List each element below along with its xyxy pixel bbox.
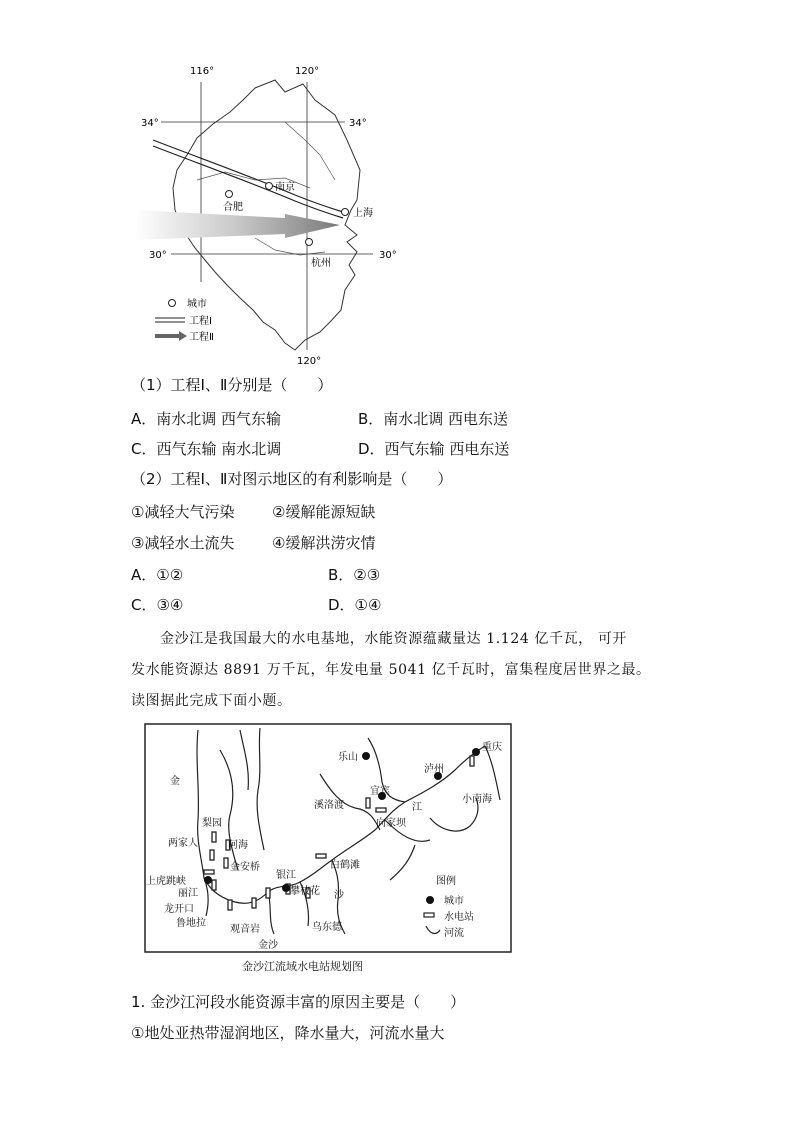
legend-title: 图例: [436, 876, 456, 887]
lat-30-left-label: 30°: [149, 250, 167, 261]
city-lijiang-label: 丽江: [178, 888, 198, 899]
question-2-item-3: ③减轻水土流失: [131, 534, 235, 552]
question-1-option-c[interactable]: C．西气东输 南水北调: [131, 440, 282, 458]
station-longkaikou: [228, 900, 232, 910]
station-baihetan: [316, 854, 326, 858]
question-2-option-a[interactable]: A．①②: [131, 566, 184, 584]
station-xiangjiaba-label: 向家坝: [376, 818, 406, 829]
station-longkaikou-label: 龙开口: [164, 904, 194, 915]
city-nanjing-marker: [266, 183, 273, 190]
station-shanghutiaoxia: [204, 870, 214, 874]
station-xiaonanhai: [470, 756, 474, 766]
station-xiluodu-label: 溪洛渡: [314, 800, 344, 811]
passage-line-2: 发水能资源达 8891 万千瓦，年发电量 5041 亿千瓦时，富集程度居世界之最。: [131, 662, 651, 678]
legend-city-label: 城市: [444, 896, 464, 907]
question-2-item-2: ②缓解能源短缺: [272, 503, 376, 521]
legend-station-label: 水电站: [444, 912, 474, 923]
lat-34-left-label: 34°: [141, 118, 159, 129]
question-2-option-d[interactable]: D．①④: [328, 596, 382, 614]
city-chongqing-label: 重庆: [482, 742, 502, 753]
question-2-item-1: ①减轻大气污染: [131, 503, 235, 521]
lon-116-label: 116°: [190, 66, 215, 77]
station-liyuan-label: 梨园: [202, 818, 222, 829]
city-hangzhou-label: 杭州: [311, 258, 331, 269]
city-hangzhou-marker: [306, 239, 313, 246]
station-jinanqiao-label: 金安桥: [230, 862, 260, 873]
river-label-jiang: 江: [412, 802, 422, 813]
project-1-line: [153, 140, 343, 212]
station-ludila: [252, 898, 256, 908]
question-2-option-c[interactable]: C．③④: [131, 596, 184, 614]
lon-120-bottom-label: 120°: [297, 356, 322, 367]
city-hefei-marker: [226, 191, 233, 198]
legend-project-2-label: 工程Ⅱ: [189, 332, 214, 343]
station-ludila-label: 鲁地拉: [176, 918, 206, 929]
station-liangjiaren-label: 两家人: [168, 838, 198, 849]
river-label-sha: 沙: [334, 890, 344, 901]
city-luzhou-label: 泸州: [424, 764, 444, 775]
legend-city-label: 城市: [187, 299, 207, 310]
station-shanghutiaoxia-label: 上虎跳峡: [146, 876, 186, 887]
station-xiaonanhai-label: 小南海: [462, 794, 492, 805]
river-label-jin: 金: [170, 776, 180, 787]
station-xiluodu: [366, 798, 370, 808]
station-liangjiaren: [210, 850, 214, 860]
question-2-item-4: ④缓解洪涝灾情: [272, 534, 376, 552]
question-3-item-1: ①地处亚热带湿润地区，降水量大，河流水量大: [131, 1024, 445, 1042]
city-panzhihua-marker: [282, 884, 290, 892]
map-jinsha-river-hydropower: [140, 720, 520, 980]
city-shanghai-marker: [342, 209, 349, 216]
station-ahai-label: 阿海: [228, 840, 248, 851]
passage-line-3: 读图据此完成下面小题。: [131, 693, 292, 709]
lon-120-top-label: 120°: [295, 66, 320, 77]
city-nanjing-label: 南京: [275, 182, 295, 193]
question-1-option-b[interactable]: B．南水北调 西电东送: [358, 410, 509, 428]
question-2-option-b[interactable]: B．②③: [328, 566, 381, 584]
city-chongqing-marker: [472, 748, 480, 756]
city-yinjiang-label: 银江: [276, 870, 296, 881]
map-east-china-projects: [135, 60, 405, 370]
station-jinanqiao: [224, 858, 228, 868]
station-xiangjiaba: [376, 808, 386, 812]
question-1-stem: （1）工程Ⅰ、Ⅱ分别是（ ）: [131, 376, 333, 394]
question-2-stem: （2）工程Ⅰ、Ⅱ对图示地区的有利影响是（ ）: [131, 470, 453, 488]
city-lijiang-marker: [204, 876, 212, 884]
city-shanghai-label: 上海: [353, 208, 373, 219]
station-liyuan: [212, 832, 216, 842]
city-leshan-marker: [362, 752, 370, 760]
city-leshan-label: 乐山: [338, 752, 358, 763]
passage-line-1: 金沙江是我国最大的水电基地，水能资源蕴藏量达 1.124 亿千瓦， 可开: [160, 631, 628, 647]
river-label-jinsha: 金沙: [258, 940, 278, 951]
station-guanyinyan-label: 观音岩: [230, 924, 260, 935]
lat-30-right-label: 30°: [379, 250, 397, 261]
legend-river-label: 河流: [444, 928, 464, 939]
project-2-arrow: [135, 210, 340, 240]
station-baihetan-label: 白鹤滩: [330, 860, 360, 871]
station-wudongde-label: 乌东德: [312, 922, 342, 933]
station-lijiang: [212, 880, 216, 890]
city-hefei-label: 合肥: [223, 202, 243, 213]
legend-project-1-label: 工程Ⅰ: [189, 316, 212, 327]
map2-caption: 金沙江流域水电站规划图: [242, 960, 363, 973]
question-1-option-a[interactable]: A．南水北调 西气东输: [131, 410, 282, 428]
city-yibin-label: 宜宾: [370, 786, 390, 797]
city-panzhihua-label: 攀枝花: [290, 886, 320, 897]
lat-34-right-label: 34°: [349, 118, 367, 129]
question-1-option-d[interactable]: D．西气东输 西电东送: [358, 440, 510, 458]
station-guanyinyan: [266, 888, 270, 898]
question-3-stem: 1. 金沙江河段水能资源丰富的原因主要是（ ）: [131, 993, 466, 1011]
